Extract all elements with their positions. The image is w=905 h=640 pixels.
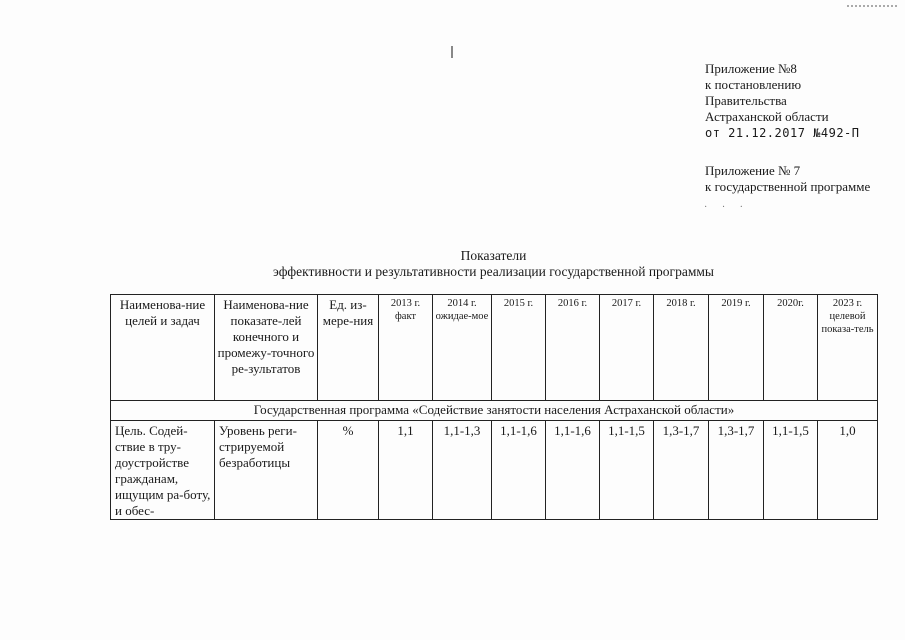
- indicator-cell: Уровень реги-стрируемой безработицы: [215, 421, 318, 520]
- header-cell: 2016 г.: [546, 295, 600, 401]
- value-cell: 1,1-1,5: [600, 421, 654, 520]
- annex-8-block: [705, 61, 860, 141]
- header-cell: 2015 г.: [492, 295, 546, 401]
- scan-mark: [451, 46, 453, 58]
- value-cell: 1,1-1,5: [764, 421, 818, 520]
- program-title: Государственная программа «Содействие занятости населения Астраханской области»: [111, 401, 878, 421]
- indicators-table: [110, 294, 878, 520]
- value-cell: 1,1: [379, 421, 433, 520]
- value-cell: 1,1-1,6: [492, 421, 546, 520]
- value-cell: 1,1-1,3: [433, 421, 492, 520]
- annex-8-line: Астраханской области: [705, 109, 829, 124]
- header-cell: Наименова-ние целей и задач: [111, 295, 215, 401]
- header-cell: Наименова-ние показате-лей конечного и промежу-точного ре-зультатов: [215, 295, 318, 401]
- header-cell: 2017 г.: [600, 295, 654, 401]
- annex-8-line: к постановлению: [705, 77, 802, 92]
- value-cell: 1,3-1,7: [709, 421, 764, 520]
- header-cell: 2014 г. ожидае-мое: [433, 295, 492, 401]
- annex-8-line: Правительства: [705, 93, 787, 108]
- annex-7-block: [705, 163, 870, 195]
- value-cell: 1,3-1,7: [654, 421, 709, 520]
- scan-mark: [847, 5, 897, 11]
- header-cell: Ед. из-мере-ния: [318, 295, 379, 401]
- unit-cell: %: [318, 421, 379, 520]
- goal-cell: Цель. Содей-ствие в тру-доустройстве гражданам, ищущим ра-боту, и обес-: [111, 421, 215, 520]
- program-row: [111, 401, 878, 421]
- annex-8-date: от 21.12.2017 №492-П: [705, 126, 860, 140]
- annex-7-line: к государственной программе: [705, 179, 871, 194]
- title-line: Показатели: [460, 248, 527, 263]
- header-cell: 2018 г.: [654, 295, 709, 401]
- table-row: [111, 421, 878, 520]
- annex-7-line: Приложение № 7: [705, 163, 801, 178]
- document-title: [110, 248, 877, 280]
- annex-8-line: Приложение №8: [705, 61, 797, 76]
- header-cell: 2013 г. факт: [379, 295, 433, 401]
- title-subline: эффективности и результативности реализации государственной программы: [272, 264, 714, 279]
- header-cell: 2020г.: [764, 295, 818, 401]
- header-cell: 2019 г.: [709, 295, 764, 401]
- scan-dots: · · ·: [704, 202, 749, 213]
- table-header-row: [111, 295, 878, 401]
- value-cell: 1,0: [818, 421, 878, 520]
- value-cell: 1,1-1,6: [546, 421, 600, 520]
- header-cell: 2023 г. целевой показа-тель: [818, 295, 878, 401]
